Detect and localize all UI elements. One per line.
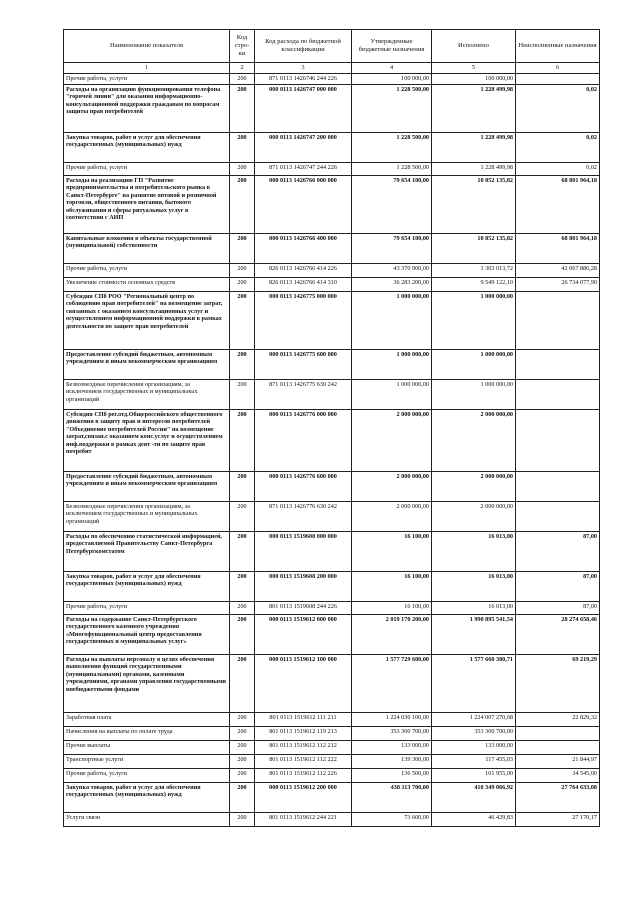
row-approved-cell: 1 228 500,00 — [352, 133, 432, 163]
row-executed-cell: 16 013,00 — [432, 532, 516, 572]
header-index-1: 1 — [64, 63, 230, 74]
row-executed-cell: 1 577 660 380,71 — [432, 655, 516, 713]
row-name-cell: Предоставление субсидий бюджетным, автономным учреждениям и иным некоммерческим организациям — [64, 472, 230, 502]
row-line-code-cell: 200 — [230, 350, 255, 380]
row-name-cell: Расходы на выплаты персоналу в целях обеспечения выполнения функций государственными (муниципальными) органами, казенными учреждениями, органами управления государственными внебюджетными фондами — [64, 655, 230, 713]
row-approved-cell: 73 600,00 — [352, 813, 432, 827]
table-row — [64, 572, 600, 602]
row-budget-code-cell: 826 0113 1426766 414 310 — [255, 278, 352, 292]
row-unexecuted-cell: 27 170,17 — [516, 813, 600, 827]
row-approved-cell: 1 000 000,00 — [352, 380, 432, 410]
row-unexecuted-cell: 68 801 964,18 — [516, 176, 600, 234]
row-line-code-cell: 200 — [230, 572, 255, 602]
row-budget-code-cell: 000 0113 1426776 000 000 — [255, 410, 352, 472]
row-executed-cell: 16 013,00 — [432, 572, 516, 602]
row-executed-cell: 117 455,03 — [432, 755, 516, 769]
header-index-6: 6 — [516, 63, 600, 74]
row-line-code-cell: 200 — [230, 615, 255, 655]
header-budget-code: Код расхода по бюджетной классификации — [255, 30, 352, 63]
row-executed-cell: 1 000 000,00 — [432, 292, 516, 350]
row-executed-cell: 353 300 700,00 — [432, 727, 516, 741]
table-body — [64, 74, 600, 827]
table-row — [64, 410, 600, 472]
table-row — [64, 602, 600, 615]
row-executed-cell: 10 852 135,82 — [432, 176, 516, 234]
row-approved-cell: 100 000,00 — [352, 74, 432, 85]
row-name-cell: Предоставление субсидий бюджетным, автономным учреждениям и иным некоммерческим организациям — [64, 350, 230, 380]
row-budget-code-cell: 000 0113 1426775 600 000 — [255, 350, 352, 380]
row-unexecuted-cell — [516, 292, 600, 350]
header-index-3: 3 — [255, 63, 352, 74]
row-line-code-cell: 200 — [230, 783, 255, 813]
row-budget-code-cell: 801 0113 1519612 111 211 — [255, 713, 352, 727]
row-line-code-cell: 200 — [230, 532, 255, 572]
row-unexecuted-cell: 87,00 — [516, 572, 600, 602]
row-budget-code-cell: 826 0113 1426766 414 226 — [255, 264, 352, 278]
row-approved-cell: 136 500,00 — [352, 769, 432, 783]
row-line-code-cell: 200 — [230, 234, 255, 264]
row-line-code-cell: 200 — [230, 727, 255, 741]
row-unexecuted-cell: 69 219,29 — [516, 655, 600, 713]
table-row — [64, 85, 600, 133]
row-approved-cell: 16 100,00 — [352, 602, 432, 615]
row-approved-cell: 1 000 000,00 — [352, 350, 432, 380]
row-unexecuted-cell: 87,00 — [516, 532, 600, 572]
row-name-cell: Увеличение стоимости основных средств — [64, 278, 230, 292]
row-approved-cell: 1 228 500,00 — [352, 163, 432, 176]
row-executed-cell: 410 349 066,92 — [432, 783, 516, 813]
row-line-code-cell: 200 — [230, 163, 255, 176]
row-executed-cell: 10 852 135,82 — [432, 234, 516, 264]
row-budget-code-cell: 000 0113 1519612 000 000 — [255, 615, 352, 655]
header-unexecuted: Неисполненные назначения — [516, 30, 600, 63]
row-line-code-cell: 200 — [230, 264, 255, 278]
row-approved-cell: 2 019 170 200,00 — [352, 615, 432, 655]
row-executed-cell: 2 000 000,00 — [432, 502, 516, 532]
row-approved-cell: 43 370 900,00 — [352, 264, 432, 278]
row-line-code-cell: 200 — [230, 713, 255, 727]
row-budget-code-cell: 801 0113 1519612 119 213 — [255, 727, 352, 741]
row-approved-cell: 139 300,00 — [352, 755, 432, 769]
table-row — [64, 769, 600, 783]
row-budget-code-cell: 871 0113 1426776 630 242 — [255, 502, 352, 532]
row-executed-cell: 133 000,00 — [432, 741, 516, 755]
row-budget-code-cell: 000 0113 1426766 000 000 — [255, 176, 352, 234]
row-line-code-cell: 200 — [230, 278, 255, 292]
row-unexecuted-cell: 26 734 077,90 — [516, 278, 600, 292]
row-budget-code-cell: 801 0113 1519612 112 222 — [255, 755, 352, 769]
table-row — [64, 278, 600, 292]
row-unexecuted-cell: 0,02 — [516, 163, 600, 176]
row-executed-cell: 46 429,83 — [432, 813, 516, 827]
table-row — [64, 350, 600, 380]
row-unexecuted-cell — [516, 380, 600, 410]
table-header — [64, 30, 600, 74]
row-unexecuted-cell — [516, 410, 600, 472]
row-approved-cell: 438 113 700,00 — [352, 783, 432, 813]
row-line-code-cell: 200 — [230, 176, 255, 234]
row-name-cell: Субсидия СПб РОО "Региональный центр по соблюдению прав потребителей" на возмещение затрат, связанных с оказанием консультационных услуг и осуществлением информационной поддержки в рамках деятельности по защите прав потребителей — [64, 292, 230, 350]
row-executed-cell: 1 303 013,72 — [432, 264, 516, 278]
row-executed-cell: 2 000 000,00 — [432, 472, 516, 502]
row-name-cell: Заработная плата — [64, 713, 230, 727]
header-line-code: Код стро-ки — [230, 30, 255, 63]
row-name-cell: Субсидия СПб рег.отд.Общероссийского общественного движения в защиту прав и интересов потребителей "Объединение потребителей России" на возмещение затрат,связан.с оказанием конс.услуг и осуществлением инф.поддержки в рамках деят -ти по защите прав потребит — [64, 410, 230, 472]
row-name-cell: Прочие работы, услуги — [64, 264, 230, 278]
row-line-code-cell: 200 — [230, 741, 255, 755]
row-approved-cell: 2 000 000,00 — [352, 502, 432, 532]
header-approved: Утвержденные бюджетные назначения — [352, 30, 432, 63]
row-name-cell: Закупка товаров, работ и услуг для обеспечения государственных (муниципальных) нужд — [64, 783, 230, 813]
row-budget-code-cell: 801 0113 1519612 112 212 — [255, 741, 352, 755]
row-budget-code-cell: 000 0113 1519608 200 000 — [255, 572, 352, 602]
table-row — [64, 655, 600, 713]
row-name-cell: Закупка товаров, работ и услуг для обеспечения государственных (муниципальных) нужд — [64, 572, 230, 602]
row-approved-cell: 2 000 000,00 — [352, 410, 432, 472]
row-line-code-cell: 200 — [230, 292, 255, 350]
header-name: Наименование показателя — [64, 30, 230, 63]
table-row — [64, 264, 600, 278]
table-row — [64, 713, 600, 727]
row-line-code-cell: 200 — [230, 655, 255, 713]
row-executed-cell: 16 013,00 — [432, 602, 516, 615]
table-row — [64, 74, 600, 85]
row-line-code-cell: 200 — [230, 602, 255, 615]
row-name-cell: Транспортные услуги — [64, 755, 230, 769]
row-name-cell: Расходы на организацию функционирования телефона "горячей линии" для оказания информационно-консультационной поддержки гражданам по вопросам защиты прав потребителей — [64, 85, 230, 133]
row-name-cell: Услуги связи — [64, 813, 230, 827]
row-executed-cell: 1 224 007 270,68 — [432, 713, 516, 727]
row-name-cell: Безвозмездные перечисления организациям, за исключением государственных и муниципальных организаций — [64, 380, 230, 410]
row-budget-code-cell: 000 0113 1426776 600 000 — [255, 472, 352, 502]
table-row — [64, 133, 600, 163]
row-executed-cell: 1 000 000,00 — [432, 350, 516, 380]
table-row — [64, 615, 600, 655]
row-executed-cell: 1 228 499,98 — [432, 133, 516, 163]
row-executed-cell: 2 000 000,00 — [432, 410, 516, 472]
table-row — [64, 472, 600, 502]
row-executed-cell: 1 000 000,00 — [432, 380, 516, 410]
row-unexecuted-cell — [516, 350, 600, 380]
row-approved-cell: 1 224 030 100,00 — [352, 713, 432, 727]
row-executed-cell: 100 000,00 — [432, 74, 516, 85]
row-name-cell: Прочие работы, услуги — [64, 163, 230, 176]
row-budget-code-cell: 871 0113 1426746 244 226 — [255, 74, 352, 85]
row-unexecuted-cell — [516, 74, 600, 85]
row-unexecuted-cell — [516, 502, 600, 532]
row-unexecuted-cell: 28 274 658,46 — [516, 615, 600, 655]
row-line-code-cell: 200 — [230, 472, 255, 502]
row-name-cell: Прочие выплаты — [64, 741, 230, 755]
row-unexecuted-cell: 34 545,00 — [516, 769, 600, 783]
row-approved-cell: 353 300 700,00 — [352, 727, 432, 741]
row-unexecuted-cell: 22 829,32 — [516, 713, 600, 727]
row-line-code-cell: 200 — [230, 133, 255, 163]
row-unexecuted-cell: 21 844,97 — [516, 755, 600, 769]
row-budget-code-cell: 801 0113 1519612 244 221 — [255, 813, 352, 827]
row-budget-code-cell: 000 0113 1426766 400 000 — [255, 234, 352, 264]
row-executed-cell: 1 990 895 541,54 — [432, 615, 516, 655]
row-budget-code-cell: 000 0113 1519608 000 000 — [255, 532, 352, 572]
row-budget-code-cell: 801 0113 1519612 112 226 — [255, 769, 352, 783]
row-approved-cell: 16 100,00 — [352, 572, 432, 602]
row-unexecuted-cell: 0,02 — [516, 133, 600, 163]
row-executed-cell: 9 549 122,10 — [432, 278, 516, 292]
row-executed-cell: 101 955,00 — [432, 769, 516, 783]
row-line-code-cell: 200 — [230, 74, 255, 85]
row-name-cell: Прочие работы, услуги — [64, 602, 230, 615]
table-row — [64, 741, 600, 755]
header-index-2: 2 — [230, 63, 255, 74]
row-approved-cell: 1 228 500,00 — [352, 85, 432, 133]
row-budget-code-cell: 000 0113 1519612 100 000 — [255, 655, 352, 713]
row-approved-cell: 133 000,00 — [352, 741, 432, 755]
budget-execution-table — [63, 29, 600, 827]
row-name-cell: Прочие работы, услуги — [64, 769, 230, 783]
table-row — [64, 783, 600, 813]
row-unexecuted-cell: 87,00 — [516, 602, 600, 615]
row-approved-cell: 79 654 100,00 — [352, 176, 432, 234]
row-unexecuted-cell: 68 801 964,18 — [516, 234, 600, 264]
row-unexecuted-cell: 27 764 633,08 — [516, 783, 600, 813]
table-row — [64, 292, 600, 350]
row-name-cell: Прочие работы, услуги — [64, 74, 230, 85]
row-executed-cell: 1 228 499,98 — [432, 163, 516, 176]
row-line-code-cell: 200 — [230, 380, 255, 410]
row-approved-cell: 36 283 200,00 — [352, 278, 432, 292]
row-line-code-cell: 200 — [230, 769, 255, 783]
row-name-cell: Расходы на содержание Санкт-Петербургского государственного казенного учреждения «Многофункциональный центр предоставления государственных и муниципальных услуг» — [64, 615, 230, 655]
row-line-code-cell: 200 — [230, 502, 255, 532]
row-unexecuted-cell — [516, 472, 600, 502]
row-line-code-cell: 200 — [230, 410, 255, 472]
row-budget-code-cell: 801 0113 1519608 244 226 — [255, 602, 352, 615]
row-budget-code-cell: 000 0113 1426747 000 000 — [255, 85, 352, 133]
table-row — [64, 755, 600, 769]
row-approved-cell: 1 577 729 600,00 — [352, 655, 432, 713]
table-row — [64, 380, 600, 410]
row-name-cell: Капитальные вложения в объекты государственной (муниципальной) собственности — [64, 234, 230, 264]
row-approved-cell: 1 000 000,00 — [352, 292, 432, 350]
row-unexecuted-cell: 42 067 886,28 — [516, 264, 600, 278]
header-index-4: 4 — [352, 63, 432, 74]
row-executed-cell: 1 228 499,98 — [432, 85, 516, 133]
row-budget-code-cell: 000 0113 1519612 200 000 — [255, 783, 352, 813]
table-row — [64, 727, 600, 741]
budget-report-sheet — [63, 29, 599, 827]
row-budget-code-cell: 871 0113 1426775 630 242 — [255, 380, 352, 410]
header-index-5: 5 — [432, 63, 516, 74]
row-unexecuted-cell — [516, 727, 600, 741]
row-name-cell: Расходы по обеспечению статистической информацией, предоставляемой Правительству Санкт-Петербурга Петербургкомстатом — [64, 532, 230, 572]
header-executed: Исполнено — [432, 30, 516, 63]
table-row — [64, 163, 600, 176]
row-budget-code-cell: 000 0113 1426747 200 000 — [255, 133, 352, 163]
table-row — [64, 813, 600, 827]
row-line-code-cell: 200 — [230, 813, 255, 827]
row-name-cell: Безвозмездные перечисления организациям, за исключением государственных и муниципальных организаций — [64, 502, 230, 532]
row-budget-code-cell: 000 0113 1426775 000 000 — [255, 292, 352, 350]
table-row — [64, 532, 600, 572]
row-approved-cell: 79 654 100,00 — [352, 234, 432, 264]
row-unexecuted-cell: 0,02 — [516, 85, 600, 133]
table-row — [64, 234, 600, 264]
row-approved-cell: 2 000 000,00 — [352, 472, 432, 502]
row-unexecuted-cell — [516, 741, 600, 755]
row-budget-code-cell: 871 0113 1426747 244 226 — [255, 163, 352, 176]
row-line-code-cell: 200 — [230, 85, 255, 133]
row-name-cell: Расходы на реализацию ГП "Развитие предпринимательства и потребительского рынка в Санкт-Петербурге" на развитие оптовой и розничной торговли, общественного питания, бытового обслуживания и сферы ритуальных услуг в соответствии с АИП — [64, 176, 230, 234]
row-line-code-cell: 200 — [230, 755, 255, 769]
row-name-cell: Начисления на выплаты по оплате труда — [64, 727, 230, 741]
row-name-cell: Закупка товаров, работ и услуг для обеспечения государственных (муниципальных) нужд — [64, 133, 230, 163]
row-approved-cell: 16 100,00 — [352, 532, 432, 572]
table-row — [64, 176, 600, 234]
table-row — [64, 502, 600, 532]
